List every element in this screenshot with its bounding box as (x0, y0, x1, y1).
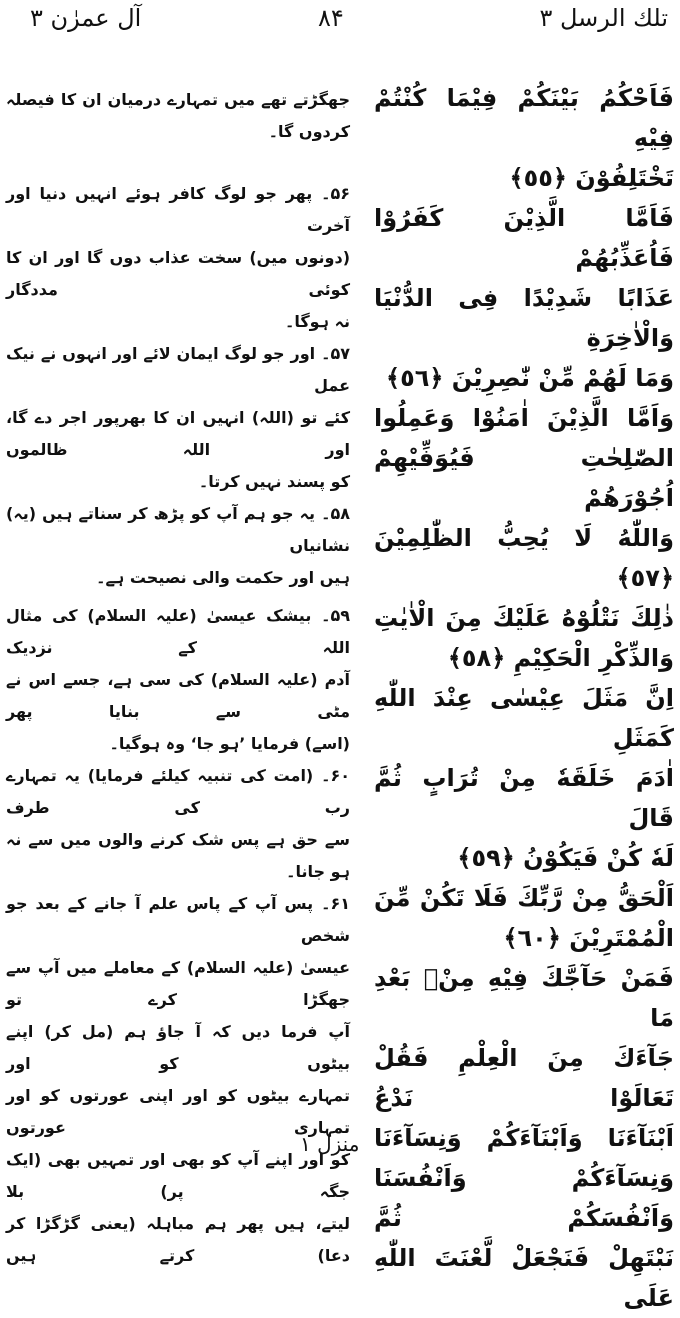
arabic-verse-line: وَمَا لَهُمْ مِّنْ نّٰصِرِيْنَ ﴿٥٦﴾ (386, 364, 674, 392)
arabic-verse-line: اَلْحَقُّ مِنْ رَّبِّكَ فَلَا تَكُنْ مِّنَ (374, 884, 674, 912)
urdu-translation-line: عیسیٰ (علیہ السلام) کے معاملے میں آپ سے جھگڑا کرے تو (6, 958, 350, 1009)
urdu-translation-column (6, 0, 350, 1272)
arabic-verse-line: لَهٗ كُنْ فَيَكُوْنُ ﴿٥٩﴾ (457, 844, 674, 872)
urdu-translation-line: ۶۱۔ پس آپ کے پاس علم آ جانے کے بعد جو شخص (6, 894, 350, 945)
urdu-translation-line: لیتے، ہیں پھر ہم مباہلہ (یعنی گڑگڑا کر دعا) کرتے ہیں (6, 1214, 350, 1265)
urdu-translation-line: آدم (علیہ السلام) کی سی ہے، جسے اس نے مٹی سے بنایا پھر (6, 670, 350, 721)
arabic-verse-line: اٰدَمَ خَلَقَهٗ مِنْ تُرَابٍ ثُمَّ قَالَ (374, 764, 674, 832)
urdu-translation-line: کو اور اپنے آپ کو بھی اور تمہیں بھی (ایک جگہ پر) بلا (6, 1150, 350, 1201)
urdu-translation-line: ۶۰۔ (امت کی تنبیہ کیلئے فرمایا) یہ تمہارے رب کی طرف (6, 766, 350, 817)
arabic-verse-line: الْمُمْتَرِيْنَ ﴿٦٠﴾ (503, 924, 674, 952)
urdu-translation-line: آپ فرما دیں کہ آ جاؤ ہم (مل کر) اپنے بیٹوں کو اور (6, 1022, 350, 1073)
arabic-verse-line: فَاَحْكُمُ بَيْنَكُمْ فِيْمَا كُنْتُمْ فِيْهِ (374, 84, 674, 152)
arabic-text-column (374, 0, 674, 1318)
arabic-verse-line: اِنَّ مَثَلَ عِيْسٰى عِنْدَ اللّٰهِ كَمَثَلِ (374, 684, 674, 752)
arabic-verse-line: الصّٰلِحٰتِ فَيُوَفِّيْهِمْ اُجُوْرَهُمْ (374, 444, 674, 512)
juz-name: تلك الرسل ۳ (539, 4, 668, 32)
urdu-translation-line: نہ ہوگا۔ (284, 312, 350, 331)
urdu-translation-line: سے حق ہے پس شک کرنے والوں میں سے نہ ہو جانا۔ (6, 830, 350, 881)
urdu-translation-line: ۵۸۔ یہ جو ہم آپ کو پڑھ کر سناتے ہیں (یہ) نشانیاں (6, 504, 350, 555)
urdu-translation-line: کو پسند نہیں کرتا۔ (198, 472, 350, 491)
urdu-translation-line: ۵۶۔ پھر جو لوگ کافر ہوئے انہیں دنیا اور آخرت (6, 184, 350, 235)
arabic-verse-line: تَخْتَلِفُوْنَ ﴿٥٥﴾ (509, 164, 674, 192)
urdu-translation-line: ۵۷۔ اور جو لوگ ایمان لائے اور انہوں نے نیک عمل (6, 344, 350, 395)
arabic-verse-line: وَنِسَآءَكُمْ وَاَنْفُسَنَا وَاَنْفُسَكُمْ ثُمَّ (374, 1164, 674, 1232)
arabic-verse-line: جَآءَكَ مِنَ الْعِلْمِ فَقُلْ تَعَالَوْا نَدْعُ (374, 1044, 674, 1112)
urdu-translation-line: ہیں اور حکمت والی نصیحت ہے۔ (96, 568, 350, 587)
urdu-translation-line: کئے تو (اللہ) انہیں ان کا بھرپور اجر دے گا، اور اللہ ظالموں (6, 408, 350, 459)
arabic-verse-line: فَمَنْ حَآجَّكَ فِيْهِ مِنْۢ بَعْدِ مَا (374, 964, 674, 1032)
arabic-verse-line: نَبْتَهِلْ فَنَجْعَلْ لَّعْنَتَ اللّٰهِ عَلَى (374, 1244, 674, 1312)
urdu-translation-line: تمہارے بیٹوں کو اور اپنی عورتوں کو اور تمہاری عورتوں (6, 1086, 350, 1137)
arabic-verse-line: فَاَمَّا الَّذِيْنَ كَفَرُوْا فَاُعَذِّبُهُمْ (374, 204, 674, 272)
urdu-translation-line: ۵۹۔ بیشک عیسیٰ (علیہ السلام) کی مثال اللہ کے نزدیک (6, 606, 350, 657)
surah-name: آل عمرٰن ۳ (30, 4, 142, 32)
manzil-label: منزل ۱ (300, 1132, 360, 1156)
arabic-verse-line: اَبْنَآءَنَا وَاَبْنَآءَكُمْ وَنِسَآءَنَا (374, 1124, 674, 1152)
arabic-verse-line: عَذَابًا شَدِيْدًا فِى الدُّنْيَا وَالْاٰخِرَةِ (374, 284, 674, 352)
arabic-verse-line: وَاَمَّا الَّذِيْنَ اٰمَنُوْا وَعَمِلُوا (374, 404, 674, 432)
arabic-verse-line: وَاللّٰهُ لَا يُحِبُّ الظّٰلِمِيْنَ ﴿٥٧﴾ (374, 524, 674, 592)
arabic-verse-line: وَالذِّكْرِ الْحَكِيْمِ ﴿٥٨﴾ (447, 644, 674, 672)
page-number: ۸۴ (318, 4, 344, 32)
urdu-translation-line: (اسے) فرمایا ’ہو جا‘ وہ ہوگیا۔ (109, 734, 350, 753)
arabic-verse-line: ذٰلِكَ نَتْلُوْهُ عَلَيْكَ مِنَ الْاٰيٰتِ (374, 604, 674, 632)
urdu-translation-line: جھگڑتے تھے میں تمہارے درمیان ان کا فیصلہ کردوں گا۔ (6, 90, 350, 141)
urdu-translation-line: (دونوں میں) سخت عذاب دوں گا اور ان کا کوئی مددگار (6, 248, 350, 299)
